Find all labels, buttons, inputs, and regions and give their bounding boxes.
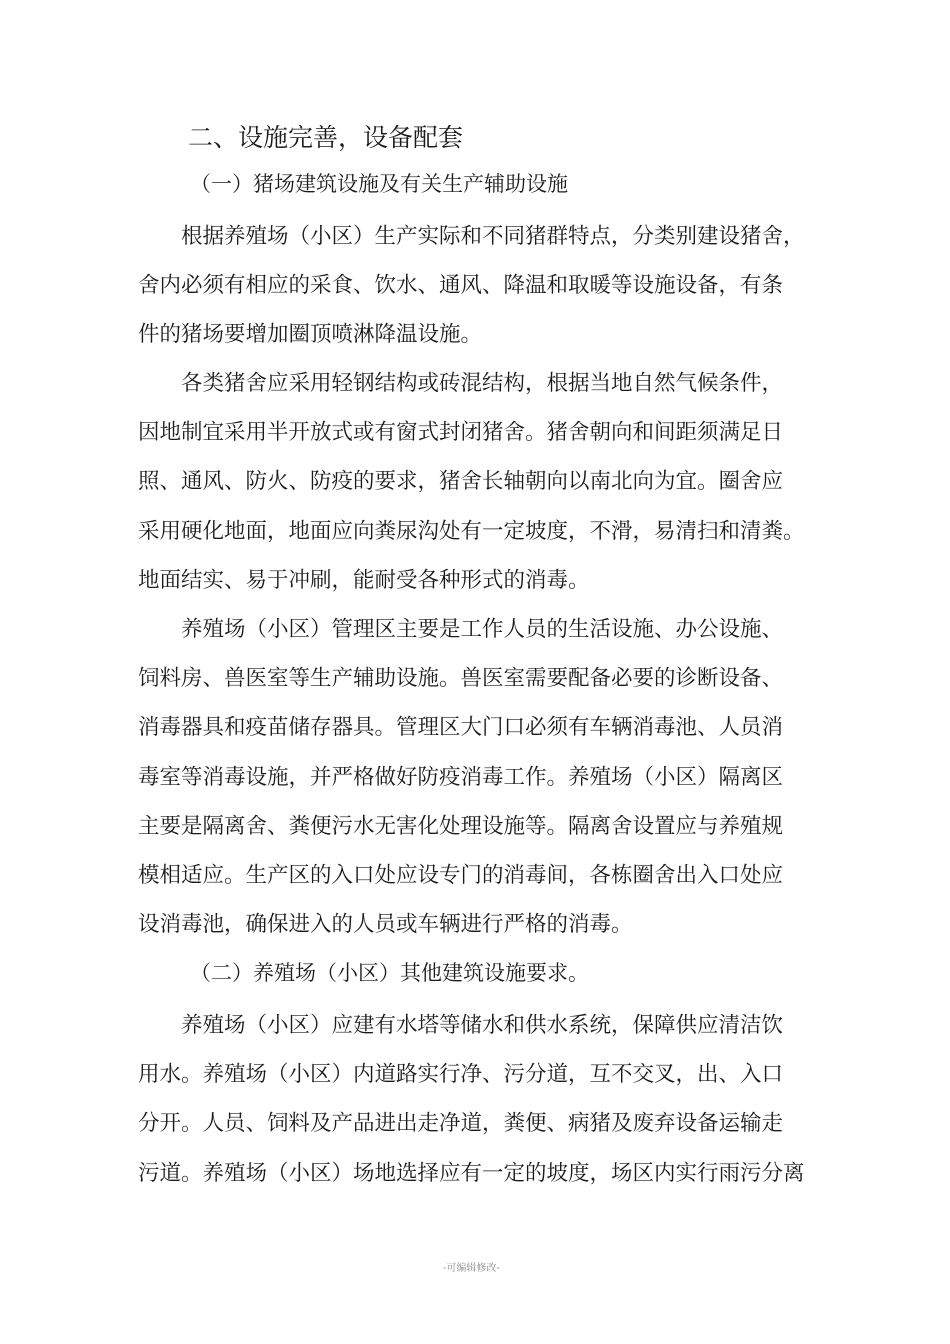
paragraph-line: 舍内必须有相应的采食、饮水、通风、降温和取暖等设施设备，有条 <box>138 273 784 299</box>
paragraph-line: 件的猪场要增加圈顶喷淋降温设施。 <box>138 322 483 348</box>
paragraph-line: 主要是隔离舍、粪便污水无害化处理设施等。隔离舍设置应与养殖规 <box>138 813 784 839</box>
paragraph-line: 因地制宜采用半开放式或有窗式封闭猪舍。猪舍朝向和间距须满足日 <box>138 420 784 446</box>
paragraph-line: 养殖场（小区）管理区主要是工作人员的生活设施、办公设施、 <box>181 617 784 642</box>
paragraph-line: 各类猪舍应采用轻钢结构或砖混结构，根据当地自然气候条件， <box>181 371 784 396</box>
paragraph-line: 饲料房、兽医室等生产辅助设施。兽医室需要配备必要的诊断设备、 <box>138 666 784 692</box>
paragraph-line: 根据养殖场（小区）生产实际和不同猪群特点，分类别建设猪舍， <box>181 224 805 249</box>
paragraph-line: 照、通风、防火、防疫的要求，猪舍长轴朝向以南北向为宜。圈舍应 <box>138 469 784 495</box>
paragraph-1 <box>138 212 818 360</box>
section-heading: 二、设施完善，设备配套 <box>188 123 464 152</box>
paragraph-3 <box>138 605 818 949</box>
paragraph-line: 设消毒池，确保进入的人员或车辆进行严格的消毒。 <box>138 912 633 938</box>
paragraph-line: 污道。养殖场（小区）场地选择应有一定的坡度，场区内实行雨污分离 <box>138 1160 805 1186</box>
subsection-title-2: （二）养殖场（小区）其他建筑设施要求。 <box>190 961 589 985</box>
paragraph-line: 消毒器具和疫苗储存器具。管理区大门口必须有车辆消毒池、人员消 <box>138 715 784 741</box>
paragraph-line: 地面结实、易于冲刷，能耐受各种形式的消毒。 <box>138 567 590 593</box>
paragraph-line: 毒室等消毒设施，并严格做好防疫消毒工作。养殖场（小区）隔离区 <box>138 764 784 790</box>
paragraph-line: 模相适应。生产区的入口处应设专门的消毒间，各栋圈舍出入口处应 <box>138 863 784 889</box>
paragraph-line: 养殖场（小区）应建有水塔等储水和供水系统，保障供应清洁饮 <box>181 1013 784 1038</box>
paragraph-2 <box>138 359 818 605</box>
paragraph-4 <box>138 1001 818 1198</box>
paragraph-line: 采用硬化地面，地面应向粪尿沟处有一定坡度，不滑，易清扫和清粪。 <box>138 518 805 544</box>
paragraph-line: 分开。人员、饲料及产品进出走净道，粪便、病猪及废弃设备运输走 <box>138 1111 784 1137</box>
footer-note: -可编辑修改- <box>443 1263 500 1274</box>
paragraph-line: 用水。养殖场（小区）内道路实行净、污分道，互不交叉，出、入口 <box>138 1062 784 1088</box>
subsection-title-1: （一）猪场建筑设施及有关生产辅助设施 <box>190 172 568 196</box>
